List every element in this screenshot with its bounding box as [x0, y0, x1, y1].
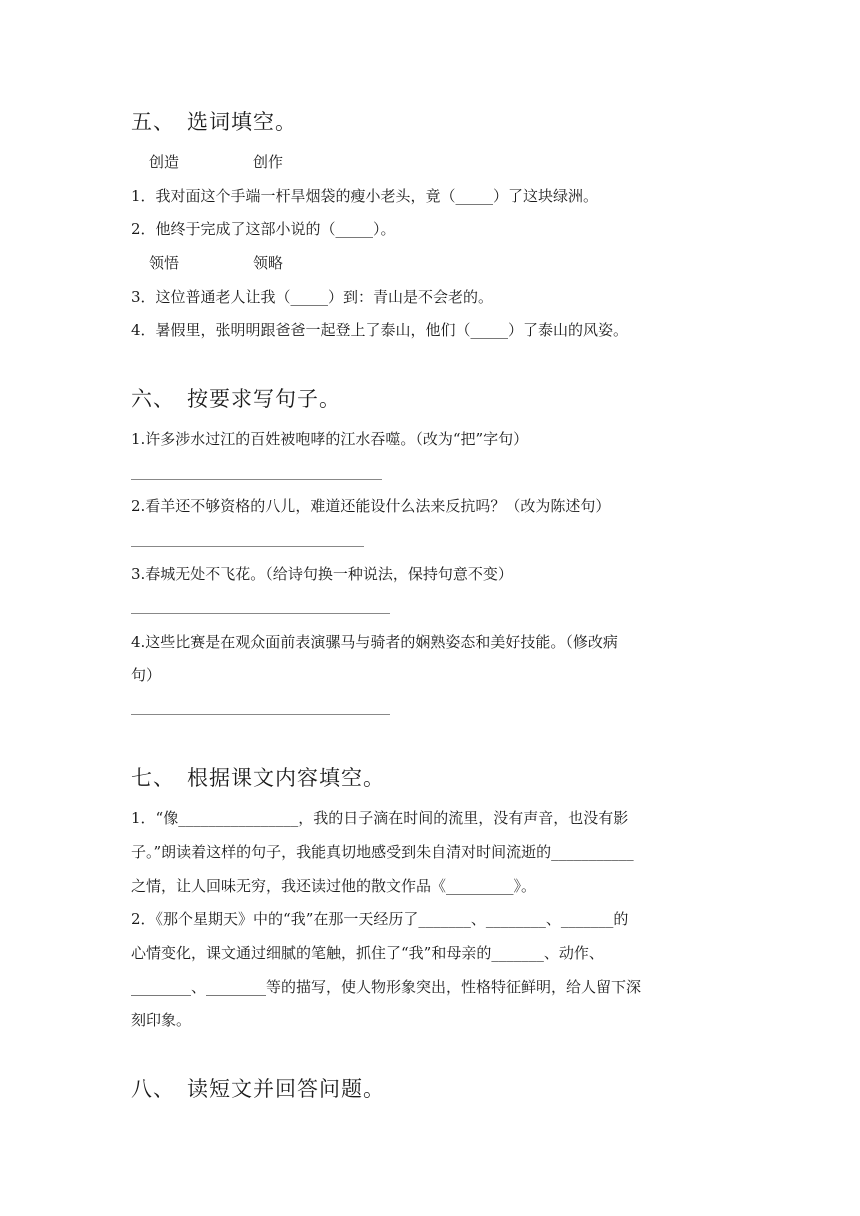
section-7-heading	[131, 762, 385, 792]
word-option: 领略	[253, 254, 284, 272]
question-7-1-line-2: 子。”朗读着这样的句子，我能真切地感受到朱自清对时间流逝的___________	[131, 843, 634, 861]
section-8-number: 八、	[131, 1077, 175, 1101]
question-6-1: 1.许多涉水过江的百姓被咆哮的江水吞噬。（改为“把”字句）	[131, 430, 529, 448]
section-6-title: 按要求写句子。	[187, 387, 341, 411]
word-option: 创造	[149, 153, 180, 171]
question-7-1-line-1: 1．“像________________，我的日子滴在时间的流里，没有声音，也没有影	[131, 809, 629, 827]
question-5-2: 2．他终于完成了这部小说的（_____）。	[131, 220, 396, 238]
question-7-2-line-1: 2．《那个星期天》中的“我”在那一天经历了_______、________、_______的	[131, 910, 629, 928]
answer-line-6-2[interactable]	[131, 546, 364, 547]
section-5-title: 选词填空。	[187, 110, 297, 134]
answer-line-6-3[interactable]	[131, 613, 390, 614]
section-7-number: 七、	[131, 766, 175, 790]
word-choice-group-2	[149, 252, 283, 273]
question-5-1: 1．我对面这个手端一杆旱烟袋的瘦小老头，竟（_____）了这块绿洲。	[131, 187, 599, 205]
question-6-4-line-2: 句）	[131, 666, 162, 684]
section-5-heading	[131, 106, 297, 136]
question-5-4: 4．暑假里，张明明跟爸爸一起登上了泰山，他们（_____）了泰山的风姿。	[131, 321, 629, 339]
question-7-2-line-2: 心情变化，课文通过细腻的笔触，抓住了“我”和母亲的_______、动作、	[131, 944, 604, 962]
question-6-3: 3.春城无处不飞花。（给诗句换一种说法，保持句意不变）	[131, 565, 513, 583]
question-6-2: 2.看羊还不够资格的八儿，难道还能设什么法来反抗吗？（改为陈述句）	[131, 497, 611, 515]
section-6-heading	[131, 383, 341, 413]
section-6-number: 六、	[131, 387, 175, 411]
question-6-4-line-1: 4.这些比赛是在观众面前表演骡马与骑者的娴熟姿态和美好技能。（修改病	[131, 633, 618, 651]
answer-line-6-1[interactable]	[131, 479, 382, 480]
answer-line-6-4[interactable]	[131, 714, 390, 715]
word-option: 创作	[253, 153, 284, 171]
section-8-heading	[131, 1073, 385, 1103]
question-7-2-line-3: ________、________等的描写，使人物形象突出，性格特征鲜明，给人留下深	[131, 978, 642, 996]
question-5-3: 3．这位普通老人让我（_____）到：青山是不会老的。	[131, 288, 494, 306]
question-7-2-line-4: 刻印象。	[131, 1011, 192, 1029]
question-7-1-line-3: 之情，让人回味无穷，我还读过他的散文作品《_________》。	[131, 877, 537, 895]
word-option: 领悟	[149, 254, 180, 272]
section-7-title: 根据课文内容填空。	[187, 766, 385, 790]
section-8-title: 读短文并回答问题。	[187, 1077, 385, 1101]
section-5-number: 五、	[131, 110, 175, 134]
word-choice-group-1	[149, 151, 283, 172]
